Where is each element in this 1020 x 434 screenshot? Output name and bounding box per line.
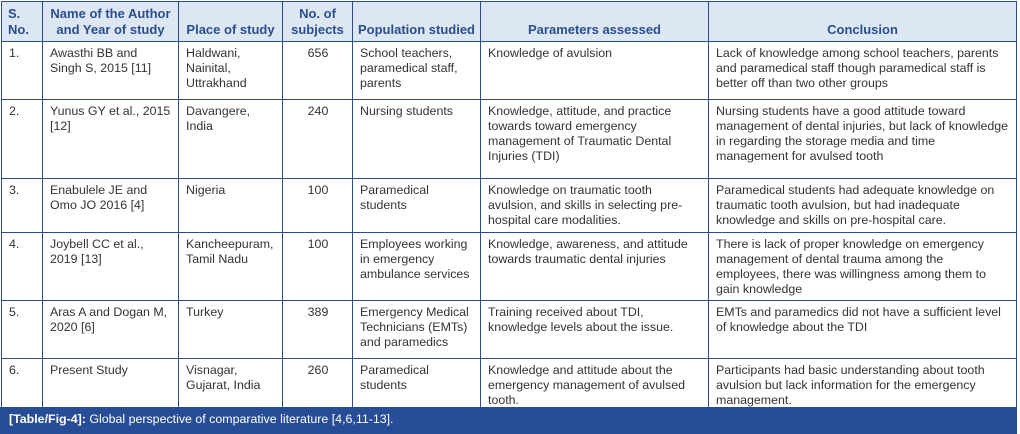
- cell-subjects: 656: [283, 42, 353, 100]
- cell-sno: 2.: [2, 100, 43, 179]
- cell-sno: 1.: [2, 42, 43, 100]
- cell-population: Employees working in emergency ambulance services: [353, 233, 481, 301]
- header-parameters: Parameters assessed: [481, 2, 709, 42]
- cell-conclusion: Lack of knowledge among school teachers, parents and paramedical staff though paramedical staff is better off than two other groups: [709, 42, 1017, 100]
- cell-conclusion: There is lack of proper knowledge on emergency management of dental trauma among the employees, there was willingness among them to gain knowledge: [709, 233, 1017, 301]
- table-row: [2, 301, 1017, 359]
- cell-subjects: 389: [283, 301, 353, 359]
- cell-parameters: Knowledge on traumatic tooth avulsion, and skills in selecting pre-hospital care modalities.: [481, 179, 709, 233]
- table-caption: [0, 407, 1017, 434]
- cell-conclusion: Paramedical students had adequate knowledge on traumatic tooth avulsion, but had inadequate knowledge and skills on pre-hospital care.: [709, 179, 1017, 233]
- cell-conclusion: Nursing students have a good attitude toward management of dental injuries, but lack of knowledge in regarding the storage media and time management for avulsed tooth: [709, 100, 1017, 179]
- cell-author: Yunus GY et al., 2015 [12]: [43, 100, 179, 179]
- cell-subjects: 240: [283, 100, 353, 179]
- cell-parameters: Knowledge and attitude about the emergency management of avulsed tooth.: [481, 359, 709, 418]
- header-subjects: No. of subjects: [283, 2, 353, 42]
- header-author: Name of the Author and Year of study: [43, 2, 179, 42]
- cell-population: Paramedical students: [353, 359, 481, 418]
- cell-population: School teachers, paramedical staff, parents: [353, 42, 481, 100]
- cell-population: Paramedical students: [353, 179, 481, 233]
- cell-place: Haldwani, Nainital, Uttrakhand: [179, 42, 283, 100]
- table-row: [2, 42, 1017, 100]
- cell-parameters: Knowledge, attitude, and practice towards toward emergency management of Traumatic Dental Injuries (TDI): [481, 100, 709, 179]
- cell-subjects: 100: [283, 233, 353, 301]
- cell-population: Nursing students: [353, 100, 481, 179]
- cell-author: Joybell CC et al., 2019 [13]: [43, 233, 179, 301]
- cell-subjects: 260: [283, 359, 353, 418]
- caption-label: [Table/Fig-4]:: [9, 412, 86, 426]
- cell-sno: 5.: [2, 301, 43, 359]
- header-sno: S. No.: [2, 2, 43, 42]
- cell-author: Present Study: [43, 359, 179, 418]
- cell-sno: 6.: [2, 359, 43, 418]
- table-row: [2, 100, 1017, 179]
- cell-parameters: Knowledge of avulsion: [481, 42, 709, 100]
- cell-place: Nigeria: [179, 179, 283, 233]
- cell-author: Enabulele JE and Omo JO 2016 [4]: [43, 179, 179, 233]
- cell-subjects: 100: [283, 179, 353, 233]
- comparative-literature-table: [1, 1, 1017, 418]
- table-header-row: [2, 2, 1017, 42]
- cell-population: Emergency Medical Technicians (EMTs) and paramedics: [353, 301, 481, 359]
- cell-author: Awasthi BB and Singh S, 2015 [11]: [43, 42, 179, 100]
- cell-sno: 4.: [2, 233, 43, 301]
- cell-parameters: Training received about TDI, knowledge levels about the issue.: [481, 301, 709, 359]
- cell-parameters: Knowledge, awareness, and attitude towards traumatic dental injuries: [481, 233, 709, 301]
- cell-place: Kancheepuram, Tamil Nadu: [179, 233, 283, 301]
- cell-sno: 3.: [2, 179, 43, 233]
- header-conclusion: Conclusion: [709, 2, 1017, 42]
- table-row: [2, 179, 1017, 233]
- cell-place: Davangere, India: [179, 100, 283, 179]
- table-row: [2, 233, 1017, 301]
- cell-place: Visnagar, Gujarat, India: [179, 359, 283, 418]
- caption-text: Global perspective of comparative literature [4,6,11-13].: [85, 412, 394, 426]
- cell-author: Aras A and Dogan M, 2020 [6]: [43, 301, 179, 359]
- cell-place: Turkey: [179, 301, 283, 359]
- header-place: Place of study: [179, 2, 283, 42]
- header-population: Population studied: [353, 2, 481, 42]
- cell-conclusion: Participants had basic understanding about tooth avulsion but lack information for the emergency management.: [709, 359, 1017, 418]
- cell-conclusion: EMTs and paramedics did not have a sufficient level of knowledge about the TDI: [709, 301, 1017, 359]
